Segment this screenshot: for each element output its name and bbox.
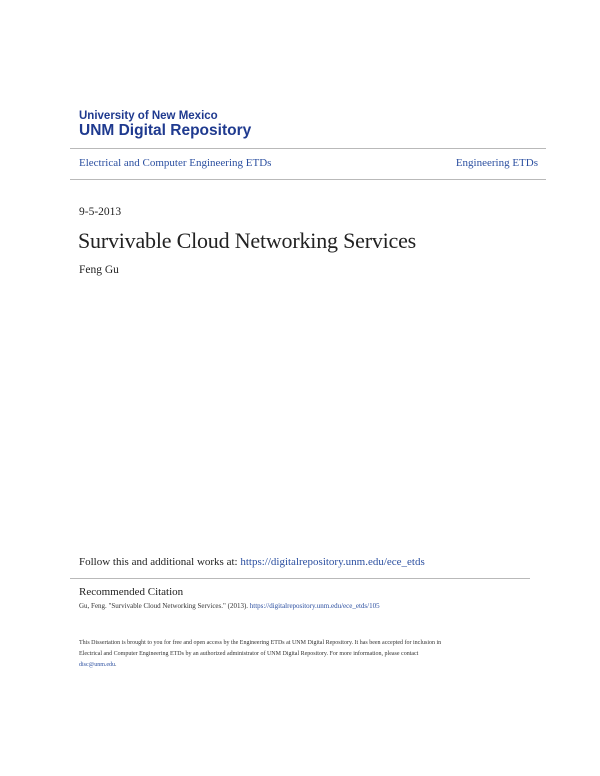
- notice-line-3: [79, 660, 529, 671]
- publication-date: 9-5-2013: [79, 206, 122, 218]
- citation-body: Gu, Feng. "Survivable Cloud Networking Services." (2013).: [79, 602, 250, 610]
- header-divider-bottom: [70, 179, 546, 180]
- paper-author: Feng Gu: [79, 264, 119, 276]
- citation-divider: [70, 578, 530, 579]
- citation-link[interactable]: https://digitalrepository.unm.edu/ece_etds/105: [249, 602, 380, 610]
- collection-link-ece-etds[interactable]: Electrical and Computer Engineering ETDs: [79, 157, 272, 169]
- notice-email-suffix: .: [115, 662, 117, 668]
- notice-line-1: This Dissertation is brought to you for free and open access by the Engineering ETDs at UNM Digital Repository. It has been accepted for inclusion in: [79, 640, 442, 646]
- header-divider-top: [70, 148, 546, 149]
- citation-heading: Recommended Citation: [79, 586, 184, 598]
- follow-line: [79, 556, 425, 568]
- repository-name: UNM Digital Repository: [79, 122, 252, 139]
- notice-line-2: Electrical and Computer Engineering ETDs by an authorized administrator of UNM Digital Repository. For more information, please contact: [79, 651, 419, 657]
- follow-link[interactable]: https://digitalrepository.unm.edu/ece_etds: [240, 556, 425, 568]
- paper-title: Survivable Cloud Networking Services: [78, 228, 417, 253]
- collection-link-engineering-etds[interactable]: Engineering ETDs: [455, 157, 538, 169]
- citation-text: [79, 602, 380, 610]
- follow-prefix: Follow this and additional works at:: [79, 556, 241, 568]
- access-notice: [79, 638, 529, 671]
- university-name: University of New Mexico: [79, 110, 218, 122]
- contact-email-link[interactable]: disc@unm.edu: [79, 662, 116, 668]
